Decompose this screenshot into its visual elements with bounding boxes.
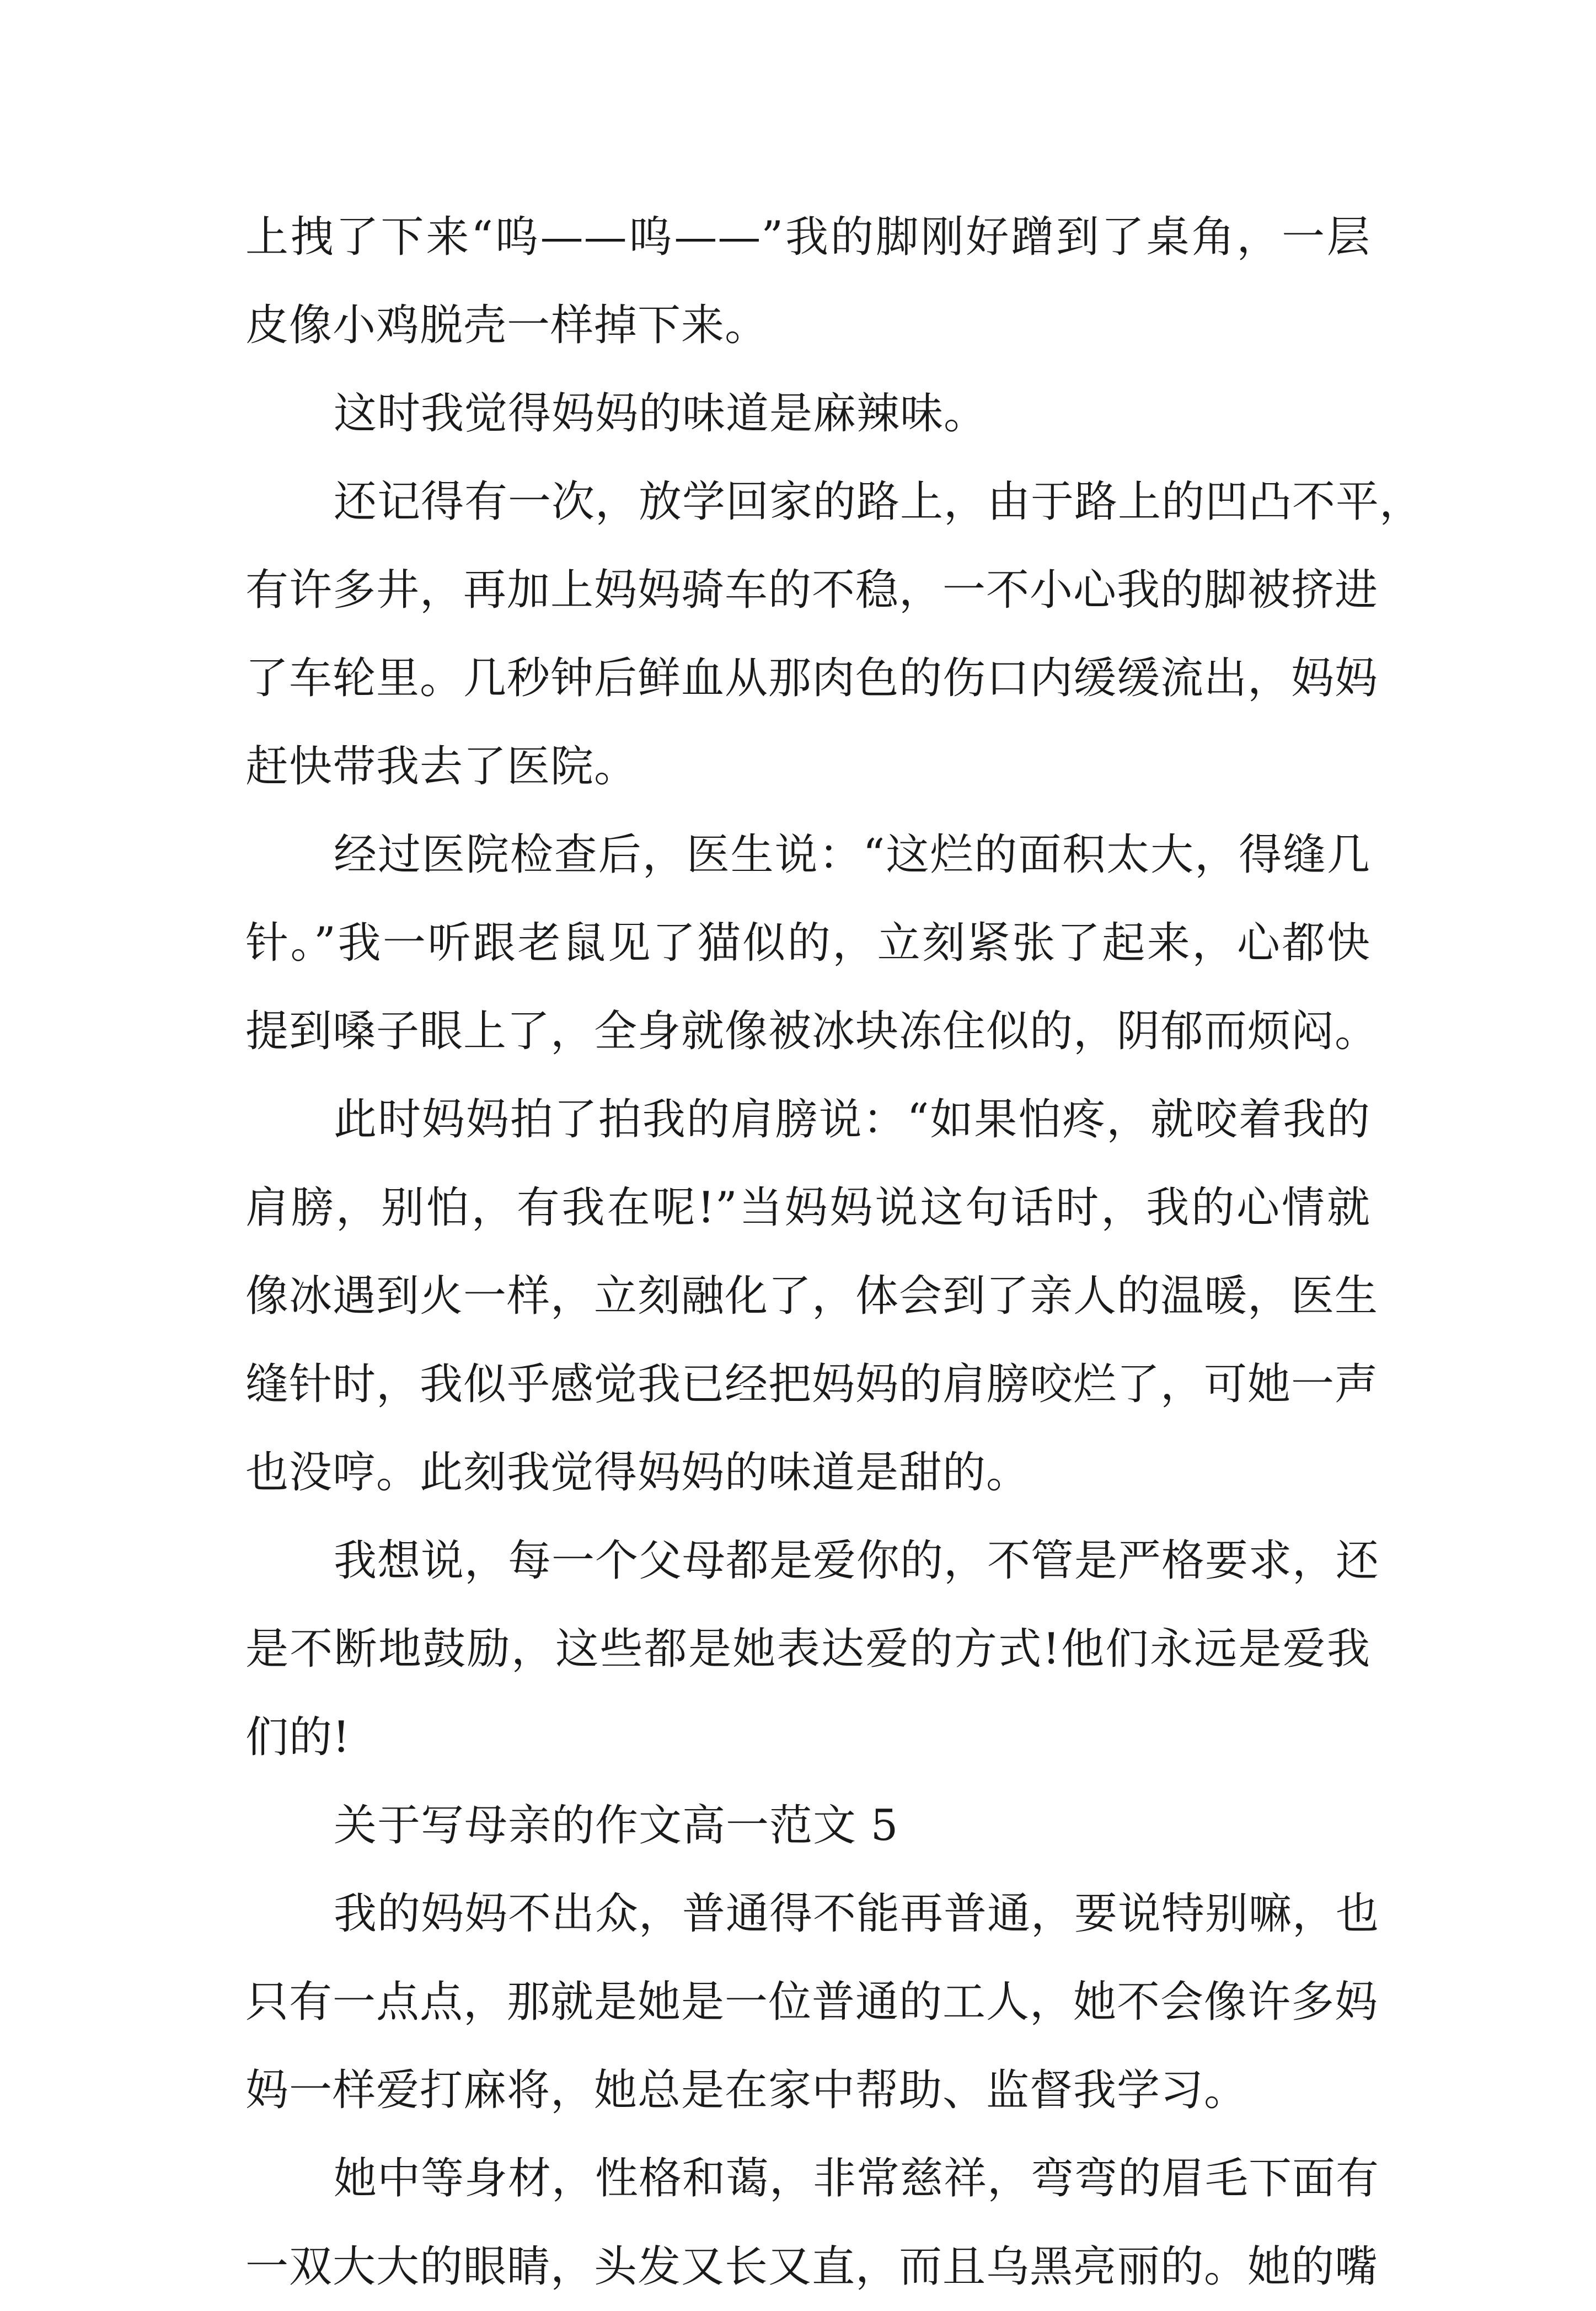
- text-line: 只有一点点，那就是她是一位普通的工人，她不会像许多妈: [245, 1977, 1379, 2027]
- text-line: 提到嗓子眼上了，全身就像被冰块冻住似的，阴郁而烦闷。: [245, 1007, 1379, 1056]
- paragraph: [245, 370, 1370, 458]
- text-line: 肩膀，别怕，有我在呢!”当妈妈说这句话时，我的心情就: [245, 1183, 1370, 1233]
- paragraph: [245, 193, 1370, 370]
- text-line: 经过医院检查后，医生说：“这烂的面积太大，得缝几: [334, 830, 1370, 880]
- text-line: 她中等身材，性格和蔼，非常慈祥，弯弯的眉毛下面有: [334, 2154, 1380, 2203]
- text-line: 关于写母亲的作文高一范文 5: [334, 1801, 899, 1850]
- text-line: 我的妈妈不出众，普通得不能再普通，要说特别嘛，也: [334, 1889, 1380, 1939]
- text-line: 上拽了下来“呜——呜——”我的脚刚好蹭到了桌角，一层: [245, 212, 1370, 262]
- text-line: 赶快带我去了医院。: [245, 742, 638, 791]
- document-body: [245, 193, 1423, 2311]
- text-line: 妈一样爱打麻将，她总是在家中帮助、监督我学习。: [245, 2066, 1248, 2115]
- text-line: 们的!: [245, 1713, 351, 1762]
- paragraph: [245, 2135, 1380, 2311]
- text-line: 有许多井，再加上妈妈骑车的不稳，一不小心我的脚被挤进: [245, 565, 1379, 615]
- text-line: 此时妈妈拍了拍我的肩膀说：“如果怕疼，就咬着我的: [334, 1095, 1370, 1144]
- text-line: 像冰遇到火一样，立刻融化了，体会到了亲人的温暖，医生: [245, 1271, 1379, 1321]
- text-line: 我想说，每一个父母都是爱你的，不管是严格要求，还: [334, 1536, 1380, 1586]
- paragraph: [245, 458, 1423, 811]
- text-line: 了车轮里。几秒钟后鲜血从那肉色的伤口内缓缓流出，妈妈: [245, 654, 1379, 703]
- text-line: 缝针时，我似乎感觉我已经把妈妈的肩膀咬烂了，可她一声: [245, 1360, 1379, 1409]
- paragraph: [245, 811, 1379, 1076]
- paragraph: [245, 1517, 1380, 1782]
- paragraph: [245, 1076, 1379, 1517]
- text-line: 这时我觉得妈妈的味道是麻辣味。: [334, 389, 988, 438]
- text-line: 一双大大的眼睛，头发又长又直，而且乌黑亮丽的。她的嘴: [245, 2242, 1379, 2292]
- text-line: 是不断地鼓励，这些都是她表达爱的方式!他们永远是爱我: [245, 1624, 1370, 1674]
- text-line: 也没哼。此刻我觉得妈妈的味道是甜的。: [245, 1448, 1030, 1497]
- text-line: 还记得有一次，放学回家的路上，由于路上的凹凸不平，: [334, 477, 1423, 527]
- text-line: 针。”我一听跟老鼠见了猫似的，立刻紧张了起来，心都快: [245, 918, 1370, 968]
- paragraph: [245, 1870, 1380, 2135]
- paragraph: [245, 1782, 1370, 1870]
- text-line: 皮像小鸡脱壳一样掉下来。: [245, 301, 769, 350]
